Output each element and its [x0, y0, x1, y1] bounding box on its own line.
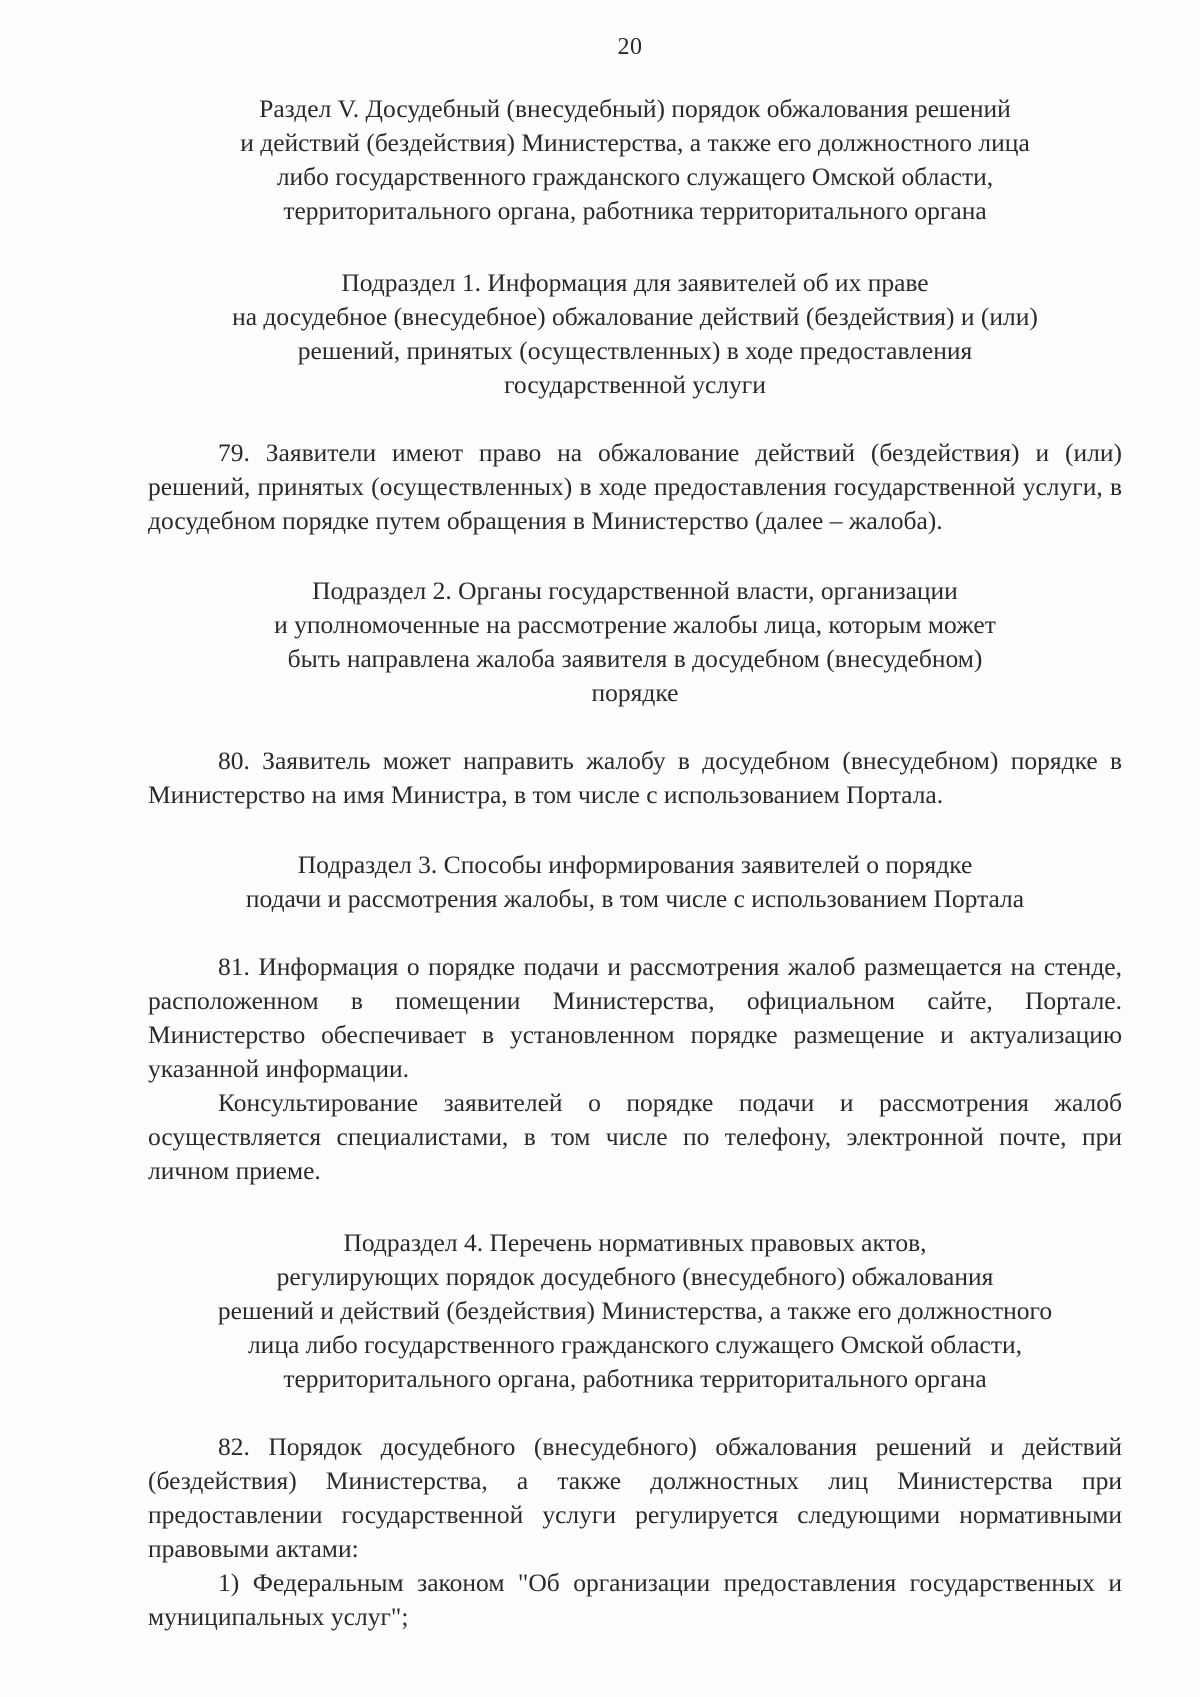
- heading-line: подачи и рассмотрения жалобы, в том числе с использованием Портала: [245, 884, 1025, 913]
- heading-line: территоритального органа, работника территоритального органа: [283, 1364, 987, 1393]
- section-heading: [148, 92, 1122, 228]
- heading-line: либо государственного гражданского служащего Омской области,: [276, 162, 994, 191]
- heading-line: решений, принятых (осуществленных) в ходе предоставления: [297, 336, 973, 365]
- heading-line: Раздел V. Досудебный (внесудебный) порядок обжалования решений: [259, 94, 1011, 123]
- paragraph-82-item-1: 1) Федеральным законом "Об организации предоставления государственных и муниципальных услуг";: [148, 1568, 1122, 1631]
- subsection-3-heading: [148, 848, 1122, 916]
- subsection-2-heading: [148, 574, 1122, 710]
- subsection-1-heading: [148, 266, 1122, 402]
- heading-line: и уполномоченные на рассмотрение жалобы лица, которым может: [274, 610, 996, 639]
- heading-line: быть направлена жалоба заявителя в досудебном (внесудебном): [287, 644, 983, 673]
- heading-line: государственной услуги: [504, 370, 766, 399]
- heading-line: регулирующих порядок досудебного (внесудебного) обжалования: [276, 1262, 994, 1291]
- heading-line: Подраздел 2. Органы государственной власти, организации: [312, 576, 958, 605]
- heading-line: Подраздел 4. Перечень нормативных правовых актов,: [343, 1228, 927, 1257]
- subsection-4-heading: [148, 1226, 1122, 1396]
- paragraph-80: 80. Заявитель может направить жалобу в досудебном (внесудебном) порядке в Министерство на имя Министра, в том числе с использованием Портала.: [148, 746, 1122, 809]
- heading-line: Подраздел 3. Способы информирования заявителей о порядке: [297, 850, 973, 879]
- paragraph-81: 81. Информация о порядке подачи и рассмотрения жалоб размещается на стенде, расположенном в помещении Министерства, официальном сайте, Портале. Министерство обеспечивает в установленном порядке размещение и актуализацию указанной информации.: [148, 952, 1122, 1083]
- heading-line: порядке: [591, 678, 679, 707]
- heading-line: на досудебное (внесудебное) обжалование действий (бездействия) и (или): [232, 302, 1038, 331]
- page-number: 20: [617, 34, 643, 60]
- heading-line: лица либо государственного гражданского служащего Омской области,: [247, 1330, 1023, 1359]
- document-body: [148, 92, 1122, 1634]
- heading-line: и действий (бездействия) Министерства, а также его должностного лица: [240, 128, 1030, 157]
- heading-line: территоритального органа, работника территоритального органа: [283, 196, 987, 225]
- heading-line: решений и действий (бездействия) Министерства, а также его должностного: [217, 1296, 1053, 1325]
- heading-line: Подраздел 1. Информация для заявителей об их праве: [341, 268, 929, 297]
- paragraph-79: 79. Заявители имеют право на обжалование действий (бездействия) и (или) решений, принятых (осуществленных) в ходе предоставления государственной услуги, в досудебном порядке путем обращения в Министерство (далее – жалоба).: [148, 438, 1122, 535]
- paragraph-81-consultation: Консультирование заявителей о порядке подачи и рассмотрения жалоб осуществляется специалистами, в том числе по телефону, электронной почте, при личном приеме.: [148, 1088, 1122, 1185]
- paragraph-82: 82. Порядок досудебного (внесудебного) обжалования решений и действий (бездействия) Министерства, а также должностных лиц Министерства при предоставлении государственной услуги регулируется следующими нормативными правовыми актами:: [148, 1432, 1122, 1563]
